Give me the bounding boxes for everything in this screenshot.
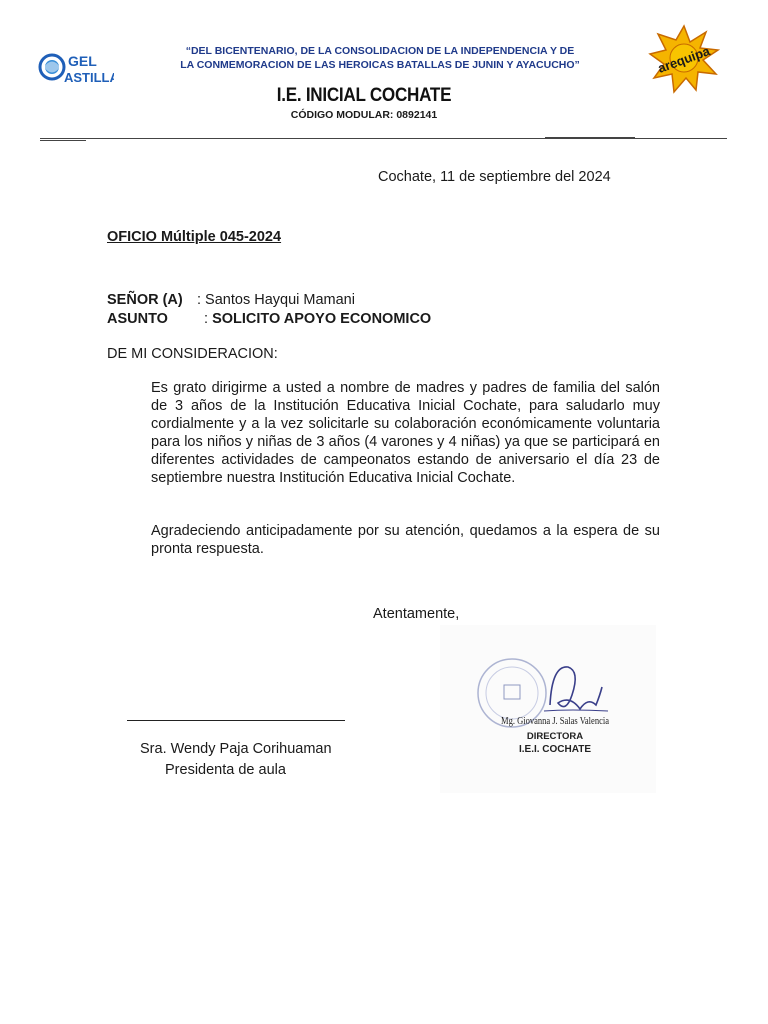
subject-label: ASUNTO	[107, 311, 168, 327]
stamp-school: I.E.I. COCHATE	[518, 744, 592, 755]
motto-line-2: LA CONMEMORACION DE LAS HEROICAS BATALLAS DE JUNIN Y AYACUCHO”	[180, 59, 580, 71]
motto-line-1: “DEL BICENTENARIO, DE LA CONSOLIDACION DE LA INDEPENDENCIA Y DE	[185, 45, 575, 57]
recipient-label: SEÑOR (A)	[107, 292, 183, 308]
stamp-role: DIRECTORA	[526, 731, 584, 742]
director-stamp	[440, 625, 656, 793]
stamp-name: Mg. Giovanna J. Salas Valencia	[501, 716, 609, 727]
signer-name: Sra. Wendy Paja Corihuaman	[140, 741, 332, 757]
school-code: CÓDIGO MODULAR: 0892141	[290, 109, 438, 121]
ugel-logo-text-1: GEL	[68, 53, 97, 69]
school-name: I.E. INICIAL COCHATE	[276, 85, 452, 106]
subject-colon: :	[204, 311, 209, 327]
arequipa-sun-logo	[648, 24, 720, 94]
signer-role: Presidenta de aula	[165, 762, 286, 778]
header-divider	[40, 138, 727, 139]
signature-line	[127, 720, 345, 721]
ugel-logo-text-2: ASTILLA	[64, 70, 114, 85]
motto	[150, 44, 610, 72]
ugel-castilla-logo	[38, 44, 114, 90]
letter-reference: OFICIO Múltiple 045-2024	[107, 229, 282, 245]
body-paragraph-1: Es grato dirigirme a usted a nombre de madres y padres de familia del salón de 3 años de la Institución Educativa Inicial Cochate, para saludarlo muy cordialmente y a la vez solicitarle su colaboración económicamente voluntaria para los niños y niñas de 3 años (4 varones y 4 niñas) ya que se participará en diferentes actividades de campeonatos estando de aniversario el día 23 de septiembre nuestra Institución Educativa Inicial Cochate.	[151, 380, 660, 486]
subject-text: SOLICITO APOYO ECONOMICO	[212, 311, 432, 327]
letter-date: Cochate, 11 de septiembre del 2024	[378, 169, 611, 185]
header-divider-accent-left	[40, 140, 86, 141]
greeting: DE MI CONSIDERACION:	[107, 346, 278, 362]
closing: Atentamente,	[373, 606, 460, 622]
recipient-value: : Santos Hayqui Mamani	[197, 292, 355, 308]
arequipa-logo-text: arequipa	[655, 43, 712, 76]
subject-value	[204, 310, 431, 328]
body-paragraph-2: Agradeciendo anticipadamente por su atención, quedamos a la espera de su pronta respuesta.	[151, 523, 660, 557]
header-divider-accent-right	[545, 137, 635, 138]
